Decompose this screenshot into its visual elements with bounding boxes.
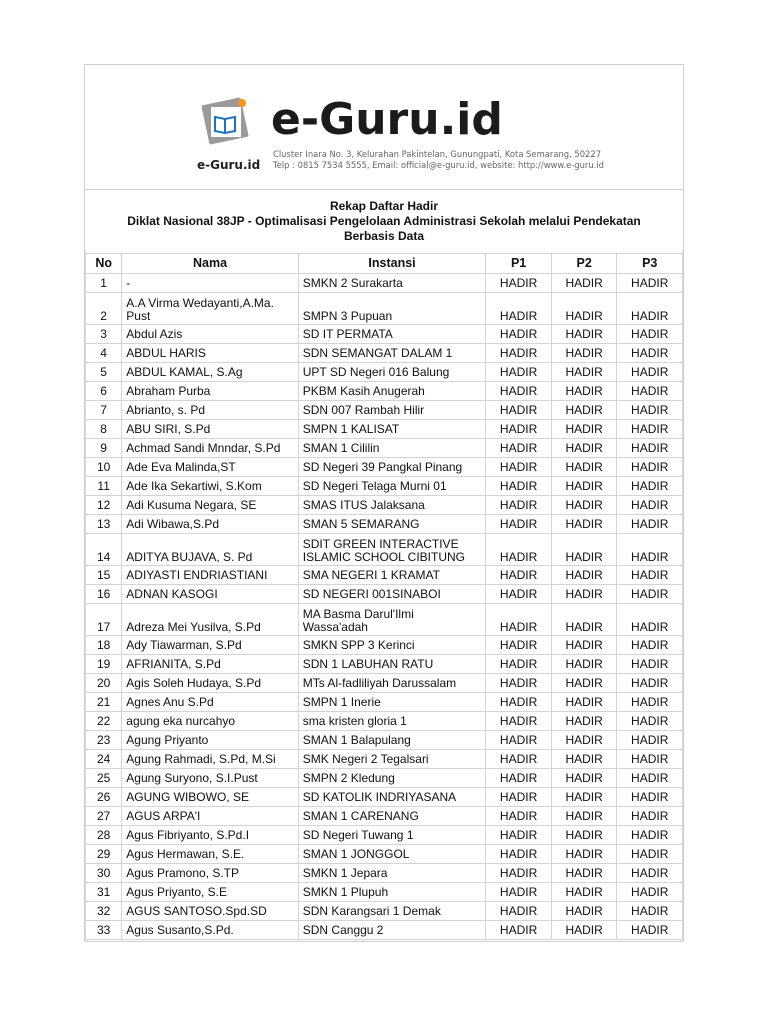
cell-p1: HADIR: [486, 604, 552, 636]
cell-p2: HADIR: [551, 712, 617, 731]
cell-p2: HADIR: [551, 585, 617, 604]
cell-p2: HADIR: [551, 344, 617, 363]
cell-p2: HADIR: [551, 750, 617, 769]
cell-p2: HADIR: [551, 325, 617, 344]
cell-p1: HADIR: [486, 363, 552, 382]
cell-nama: Abrianto, s. Pd: [122, 401, 298, 420]
table-row: [86, 921, 683, 940]
cell-instansi: SMPN 1 KALISAT: [298, 420, 486, 439]
cell-p2: HADIR: [551, 655, 617, 674]
cell-nama: ABDUL HARIS: [122, 344, 298, 363]
cell-p2: HADIR: [551, 769, 617, 788]
cell-no: 5: [86, 363, 122, 382]
table-row: [86, 604, 683, 636]
cell-p2: HADIR: [551, 515, 617, 534]
cell-no: 26: [86, 788, 122, 807]
contact-line: Telp : 0815 7534 5555, Email: official@e-guru.id, website: http://www.e-guru.id: [273, 160, 604, 170]
cell-p2: HADIR: [551, 477, 617, 496]
cell-no: 15: [86, 566, 122, 585]
table-row: [86, 344, 683, 363]
cell-p3: HADIR: [617, 604, 683, 636]
table-row: [86, 655, 683, 674]
cell-p1: HADIR: [486, 845, 552, 864]
column-header-p3: P3: [617, 254, 683, 274]
cell-p3: HADIR: [617, 731, 683, 750]
cell-p3: HADIR: [617, 674, 683, 693]
cell-p3: HADIR: [617, 496, 683, 515]
table-row: [86, 566, 683, 585]
cell-nama: Adreza Mei Yusilva, S.Pd: [122, 604, 298, 636]
cell-p3: HADIR: [617, 458, 683, 477]
cell-no: 33: [86, 921, 122, 940]
cell-p3: HADIR: [617, 750, 683, 769]
cell-p1: HADIR: [486, 274, 552, 293]
cell-p1: HADIR: [486, 712, 552, 731]
cell-p1: HADIR: [486, 769, 552, 788]
cell-p3: HADIR: [617, 807, 683, 826]
cell-nama: -: [122, 274, 298, 293]
cell-p2: HADIR: [551, 420, 617, 439]
table-row: [86, 731, 683, 750]
cell-p2: HADIR: [551, 807, 617, 826]
cell-no: 17: [86, 604, 122, 636]
cell-p3: HADIR: [617, 439, 683, 458]
cell-p3: HADIR: [617, 693, 683, 712]
cell-p1: HADIR: [486, 496, 552, 515]
cell-no: 31: [86, 883, 122, 902]
table-row: [86, 864, 683, 883]
cell-instansi: SMKN 1 Plupuh: [298, 883, 486, 902]
cell-p3: HADIR: [617, 655, 683, 674]
cell-instansi: SMKN 2 Surakarta: [298, 274, 486, 293]
cell-nama: ABDUL KAMAL, S.Ag: [122, 363, 298, 382]
cell-no: 19: [86, 655, 122, 674]
cell-nama: AGUS SANTOSO.Spd.SD: [122, 902, 298, 921]
address-line: Cluster Inara No. 3, Kelurahan Pakintelan, Gunungpati, Kota Semarang, 50227: [273, 149, 602, 159]
cell-no: 12: [86, 496, 122, 515]
cell-p1: HADIR: [486, 458, 552, 477]
cell-p2: HADIR: [551, 534, 617, 566]
table-row: [86, 439, 683, 458]
cell-p1: HADIR: [486, 382, 552, 401]
cell-instansi: SDN 007 Rambah Hilir: [298, 401, 486, 420]
cell-p3: HADIR: [617, 902, 683, 921]
cell-p2: HADIR: [551, 826, 617, 845]
cell-p1: HADIR: [486, 807, 552, 826]
cell-p2: HADIR: [551, 604, 617, 636]
title-line-2: Diklat Nasional 38JP - Optimalisasi Pengelolaan Administrasi Sekolah melalui Pendekatan: [127, 214, 641, 228]
column-header-instansi: Instansi: [298, 254, 486, 274]
table-row: [86, 750, 683, 769]
cell-instansi: MA Basma Darul'Ilmi Wassa'adah: [298, 604, 486, 636]
cell-nama: Ade Eva Malinda,ST: [122, 458, 298, 477]
cell-nama: Agung Suryono, S.I.Pust: [122, 769, 298, 788]
cell-instansi: SD IT PERMATA: [298, 325, 486, 344]
cell-no: 9: [86, 439, 122, 458]
attendance-sheet: [84, 64, 684, 942]
cell-p1: HADIR: [486, 788, 552, 807]
cell-instansi: SMPN 2 Kledung: [298, 769, 486, 788]
cell-p2: HADIR: [551, 274, 617, 293]
cell-p1: HADIR: [486, 693, 552, 712]
cell-p3: HADIR: [617, 325, 683, 344]
cell-p2: HADIR: [551, 693, 617, 712]
cell-p1: HADIR: [486, 883, 552, 902]
cell-nama: Abraham Purba: [122, 382, 298, 401]
cell-instansi: UPT SD Negeri 016 Balung: [298, 363, 486, 382]
cell-nama: ABU SIRI, S.Pd: [122, 420, 298, 439]
cell-no: 28: [86, 826, 122, 845]
cell-p1: HADIR: [486, 420, 552, 439]
cell-nama: ADITYA BUJAVA, S. Pd: [122, 534, 298, 566]
cell-nama: AFRIANITA, S.Pd: [122, 655, 298, 674]
title-line-1: Rekap Daftar Hadir: [329, 199, 439, 213]
table-row: [86, 293, 683, 325]
cell-p3: HADIR: [617, 636, 683, 655]
cell-nama: Ady Tiawarman, S.Pd: [122, 636, 298, 655]
cell-p3: HADIR: [617, 826, 683, 845]
cell-p2: HADIR: [551, 921, 617, 940]
cell-instansi: SMPN 3 Pupuan: [298, 293, 486, 325]
cell-p1: HADIR: [486, 325, 552, 344]
table-row: [86, 693, 683, 712]
cell-p3: HADIR: [617, 921, 683, 940]
document-header: [85, 65, 683, 190]
cell-p1: HADIR: [486, 585, 552, 604]
cell-p2: HADIR: [551, 293, 617, 325]
cell-p2: HADIR: [551, 382, 617, 401]
cell-p1: HADIR: [486, 439, 552, 458]
cell-p3: HADIR: [617, 534, 683, 566]
cell-p3: HADIR: [617, 274, 683, 293]
cell-no: 16: [86, 585, 122, 604]
cell-no: 8: [86, 420, 122, 439]
cell-instansi: SD KATOLIK INDRIYASANA: [298, 788, 486, 807]
cell-instansi: SMK Negeri 2 Tegalsari: [298, 750, 486, 769]
cell-instansi: SDN SEMANGAT DALAM 1: [298, 344, 486, 363]
cell-p2: HADIR: [551, 788, 617, 807]
cell-nama: Adi Wibawa,S.Pd: [122, 515, 298, 534]
title-line-3: Berbasis Data: [343, 229, 425, 243]
cell-no: 1: [86, 274, 122, 293]
cell-instansi: SDN Canggu 2: [298, 921, 486, 940]
table-row: [86, 477, 683, 496]
cell-p1: HADIR: [486, 750, 552, 769]
cell-no: 11: [86, 477, 122, 496]
cell-no: 10: [86, 458, 122, 477]
cell-instansi: sma kristen gloria 1: [298, 712, 486, 731]
table-row: [86, 845, 683, 864]
cell-instansi: SMA NEGERI 1 KRAMAT: [298, 566, 486, 585]
cell-instansi: PKBM Kasih Anugerah: [298, 382, 486, 401]
cell-p1: HADIR: [486, 515, 552, 534]
document-title: [85, 199, 683, 244]
table-body: [86, 274, 683, 940]
table-row: [86, 769, 683, 788]
cell-nama: ADNAN KASOGI: [122, 585, 298, 604]
brand-name: e-Guru.id: [271, 94, 503, 145]
book-logo-icon: [199, 95, 251, 147]
cell-p2: HADIR: [551, 864, 617, 883]
cell-p3: HADIR: [617, 769, 683, 788]
cell-p3: HADIR: [617, 344, 683, 363]
cell-p1: HADIR: [486, 344, 552, 363]
cell-no: 23: [86, 731, 122, 750]
cell-instansi: SMKN SPP 3 Kerinci: [298, 636, 486, 655]
cell-instansi: SMAN 5 SEMARANG: [298, 515, 486, 534]
cell-p2: HADIR: [551, 363, 617, 382]
column-header-nama: Nama: [122, 254, 298, 274]
cell-p3: HADIR: [617, 883, 683, 902]
cell-instansi: SMAN 1 Cililin: [298, 439, 486, 458]
column-header-p2: P2: [551, 254, 617, 274]
cell-p1: HADIR: [486, 902, 552, 921]
table-row: [86, 585, 683, 604]
table-row: [86, 807, 683, 826]
cell-instansi: SMPN 1 Inerie: [298, 693, 486, 712]
cell-no: 20: [86, 674, 122, 693]
cell-nama: Agis Soleh Hudaya, S.Pd: [122, 674, 298, 693]
cell-no: 29: [86, 845, 122, 864]
cell-nama: Agus Hermawan, S.E.: [122, 845, 298, 864]
cell-instansi: SDN Karangsari 1 Demak: [298, 902, 486, 921]
column-header-no: No: [86, 254, 122, 274]
cell-p3: HADIR: [617, 363, 683, 382]
cell-instansi: MTs Al-fadliliyah Darussalam: [298, 674, 486, 693]
cell-p1: HADIR: [486, 566, 552, 585]
cell-no: 4: [86, 344, 122, 363]
cell-instansi: SD Negeri 39 Pangkal Pinang: [298, 458, 486, 477]
cell-p3: HADIR: [617, 845, 683, 864]
cell-instansi: SMAN 1 CARENANG: [298, 807, 486, 826]
cell-p3: HADIR: [617, 585, 683, 604]
cell-no: 13: [86, 515, 122, 534]
cell-no: 14: [86, 534, 122, 566]
cell-p3: HADIR: [617, 566, 683, 585]
cell-p1: HADIR: [486, 921, 552, 940]
cell-nama: ADIYASTI ENDRIASTIANI: [122, 566, 298, 585]
cell-no: 18: [86, 636, 122, 655]
cell-no: 24: [86, 750, 122, 769]
cell-p2: HADIR: [551, 731, 617, 750]
cell-p2: HADIR: [551, 636, 617, 655]
cell-p2: HADIR: [551, 674, 617, 693]
table-row: [86, 902, 683, 921]
cell-instansi: SMAN 1 Balapulang: [298, 731, 486, 750]
cell-nama: A.A Virma Wedayanti,A.Ma. Pust: [122, 293, 298, 325]
cell-nama: agung eka nurcahyo: [122, 712, 298, 731]
cell-p2: HADIR: [551, 902, 617, 921]
cell-instansi: SDN 1 LABUHAN RATU: [298, 655, 486, 674]
column-header-p1: P1: [486, 254, 552, 274]
cell-p3: HADIR: [617, 382, 683, 401]
cell-p1: HADIR: [486, 534, 552, 566]
cell-no: 21: [86, 693, 122, 712]
cell-nama: Achmad Sandi Mnndar, S.Pd: [122, 439, 298, 458]
cell-no: 25: [86, 769, 122, 788]
table-row: [86, 674, 683, 693]
cell-nama: Ade Ika Sekartiwi, S.Kom: [122, 477, 298, 496]
cell-nama: Abdul Azis: [122, 325, 298, 344]
cell-instansi: SD Negeri Tuwang 1: [298, 826, 486, 845]
cell-p2: HADIR: [551, 401, 617, 420]
table-row: [86, 458, 683, 477]
cell-no: 27: [86, 807, 122, 826]
cell-no: 2: [86, 293, 122, 325]
cell-no: 22: [86, 712, 122, 731]
cell-p1: HADIR: [486, 477, 552, 496]
cell-p3: HADIR: [617, 712, 683, 731]
cell-instansi: SMAN 1 JONGGOL: [298, 845, 486, 864]
attendance-table: [85, 253, 683, 940]
table-row: [86, 274, 683, 293]
cell-nama: Agus Pramono, S.TP: [122, 864, 298, 883]
cell-p1: HADIR: [486, 731, 552, 750]
cell-p2: HADIR: [551, 458, 617, 477]
cell-p3: HADIR: [617, 864, 683, 883]
cell-no: 32: [86, 902, 122, 921]
cell-p3: HADIR: [617, 401, 683, 420]
table-row: [86, 788, 683, 807]
cell-p2: HADIR: [551, 439, 617, 458]
cell-p3: HADIR: [617, 515, 683, 534]
cell-instansi: SD NEGERI 001SINABOI: [298, 585, 486, 604]
cell-no: 3: [86, 325, 122, 344]
cell-p1: HADIR: [486, 655, 552, 674]
cell-p1: HADIR: [486, 864, 552, 883]
table-row: [86, 363, 683, 382]
cell-instansi: SD Negeri Telaga Murni 01: [298, 477, 486, 496]
table-row: [86, 401, 683, 420]
table-row: [86, 826, 683, 845]
table-row: [86, 515, 683, 534]
cell-nama: Agung Priyanto: [122, 731, 298, 750]
cell-nama: Adi Kusuma Negara, SE: [122, 496, 298, 515]
cell-instansi: SDIT GREEN INTERACTIVE ISLAMIC SCHOOL CIBITUNG: [298, 534, 486, 566]
cell-p3: HADIR: [617, 477, 683, 496]
cell-nama: Agus Priyanto, S.E: [122, 883, 298, 902]
cell-p3: HADIR: [617, 420, 683, 439]
table-row: [86, 636, 683, 655]
cell-p3: HADIR: [617, 788, 683, 807]
cell-p1: HADIR: [486, 674, 552, 693]
cell-p2: HADIR: [551, 883, 617, 902]
cell-nama: AGUNG WIBOWO, SE: [122, 788, 298, 807]
table-row: [86, 325, 683, 344]
cell-instansi: SMKN 1 Jepara: [298, 864, 486, 883]
logo-caption: e-Guru.id: [197, 158, 261, 172]
table-row: [86, 382, 683, 401]
cell-p1: HADIR: [486, 636, 552, 655]
cell-instansi: SMAS ITUS Jalaksana: [298, 496, 486, 515]
cell-no: 7: [86, 401, 122, 420]
table-row: [86, 883, 683, 902]
cell-nama: Agus Susanto,S.Pd.: [122, 921, 298, 940]
table-header-row: [86, 254, 683, 274]
cell-p1: HADIR: [486, 293, 552, 325]
table-row: [86, 534, 683, 566]
cell-nama: Agnes Anu S.Pd: [122, 693, 298, 712]
cell-p1: HADIR: [486, 826, 552, 845]
company-address: [273, 149, 604, 171]
cell-no: 6: [86, 382, 122, 401]
cell-nama: Agus Fibriyanto, S.Pd.I: [122, 826, 298, 845]
cell-p2: HADIR: [551, 845, 617, 864]
table-row: [86, 496, 683, 515]
cell-nama: Agung Rahmadi, S.Pd, M.Si: [122, 750, 298, 769]
cell-p2: HADIR: [551, 496, 617, 515]
cell-p2: HADIR: [551, 566, 617, 585]
cell-no: 30: [86, 864, 122, 883]
cell-p1: HADIR: [486, 401, 552, 420]
cell-nama: AGUS ARPA'I: [122, 807, 298, 826]
cell-p3: HADIR: [617, 293, 683, 325]
table-row: [86, 420, 683, 439]
table-row: [86, 712, 683, 731]
